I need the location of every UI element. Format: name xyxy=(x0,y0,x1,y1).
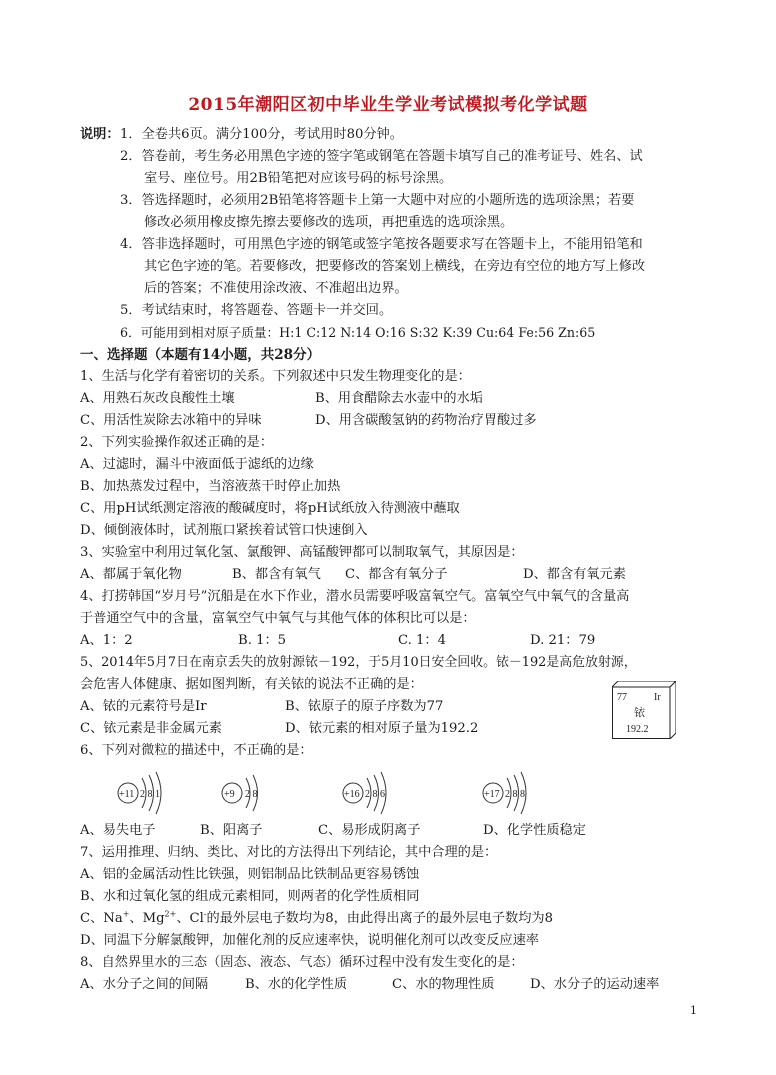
element-cell-diagram xyxy=(612,681,676,739)
option-c: C、水的物理性质 xyxy=(392,977,495,992)
atom-structure-diagram xyxy=(473,770,573,820)
question-stem: 8、自然界里水的三态（固态、液态、气态）循环过程中没有发生变化的是： xyxy=(80,955,524,970)
note-line: 5．考试结束时，将答题卷、答题卡一并交回。 xyxy=(120,303,393,318)
option-c: C、铱元素是非金属元素 xyxy=(80,721,222,736)
question-stem: 3、实验室中利用过氧化氢、氯酸钾、高锰酸钾都可以制取氧气，其原因是： xyxy=(80,545,524,560)
option-c: C、易形成阴离子 xyxy=(318,823,421,838)
element-symbol: Ir xyxy=(654,692,661,703)
electron-shells: 2 8 1 xyxy=(140,789,160,800)
section-heading: 一、选择题（本题有14小题，共28分） xyxy=(80,347,321,363)
option-a: A、都属于氧化物 xyxy=(80,567,182,582)
atom-structure-diagram xyxy=(108,770,208,820)
question-stem: 6、下列对微粒的描述中，不正确的是： xyxy=(80,743,313,758)
option-d: D、都含有氧元素 xyxy=(523,567,626,582)
note-line: 1．全卷共6页。满分100分，考试用时80分钟。 xyxy=(120,127,403,142)
notes-label: 说明： xyxy=(80,127,120,142)
note-line: 4．答非选择题时，可用黑色字迹的钢笔或签字笔按各题要求写在答题卡上，不能用铅笔和 xyxy=(120,237,643,252)
question-stem: 5、2014年5月7日在南京丢失的放射源铱－192，于5月10日安全回收。铱－192是高危放射源， xyxy=(80,655,637,670)
option-c: C. 1：4 xyxy=(398,633,446,648)
option-d: D、倾倒液体时，试剂瓶口紧挨着试管口快速倒入 xyxy=(80,523,368,538)
option-a: A、用熟石灰改良酸性土壤 xyxy=(80,391,235,406)
option-c: C、Na+、$Mg^{2+}$、Cl-的最外层电子数均为8，由此得出离子的最外层电子数均为8 xyxy=(80,909,553,926)
option-b: B、都含有氧气 xyxy=(232,567,321,582)
page-title: 2015年潮阳区初中毕业生学业考试模拟考化学试题 xyxy=(188,95,588,115)
option-b: B、铱原子的原子序数为77 xyxy=(285,699,444,714)
option-d: D、同温下分解氯酸钾，加催化剂的反应速率快，说明催化剂可以改变反应速率 xyxy=(80,933,539,948)
option-d: D. 21：79 xyxy=(530,633,596,648)
nucleus-charge: +17 xyxy=(484,789,500,800)
question-stem: 会危害人体健康、据如图判断，有关铱的说法不正确的是： xyxy=(80,677,423,692)
note-line: 其它色字迹的笔。若要修改，把要修改的答案划上横线，在旁边有空位的地方写上修改 xyxy=(144,259,646,274)
nucleus-charge: +9 xyxy=(224,789,235,800)
option-d: D、铱元素的相对原子量为192.2 xyxy=(285,721,479,736)
option-b: B、阳离子 xyxy=(200,823,263,838)
note-line: 2．答卷前，考生务必用黑色字迹的签字笔或钢笔在答题卡填写自己的准考证号、姓名、试 xyxy=(120,149,643,164)
option-a: A、过滤时，漏斗中液面低于滤纸的边缘 xyxy=(80,457,314,472)
option-b: B. 1：5 xyxy=(238,633,287,648)
element-number: 77 xyxy=(617,692,627,703)
note-line: 室号、座位号。用2B铅笔把对应该号码的标号涂黑。 xyxy=(144,171,453,186)
option-c: C、都含有氧分子 xyxy=(345,567,448,582)
option-a: A、铱的元素符号是Ir xyxy=(80,699,207,714)
electron-shells: 2 8 xyxy=(245,789,258,800)
note-line: 修改必须用橡皮擦先擦去要修改的选项，再把重选的选项涂黑。 xyxy=(144,215,514,230)
electron-shells: 2 8 6 xyxy=(365,789,385,800)
option-d: D、用含碳酸氢钠的药物治疗胃酸过多 xyxy=(315,413,537,428)
element-name: 铱 xyxy=(634,706,645,719)
option-c: C、用pH试纸测定溶液的酸碱度时，将pH试纸放入待测液中蘸取 xyxy=(80,501,460,516)
note-line: 6．可能用到相对原子质量：H:1 C:12 N:14 O:16 S:32 K:39 Cu:64 Fe:56 Zn:65 xyxy=(120,325,596,340)
electron-shells: 2 8 8 xyxy=(505,789,525,800)
option-d: D、化学性质稳定 xyxy=(483,823,586,838)
option-b: B、加热蒸发过程中，当溶液蒸干时停止加热 xyxy=(80,479,341,494)
question-stem: 7、运用推理、归纳、类比、对比的方法得出下列结论，其中合理的是： xyxy=(80,845,498,860)
atom-structure-diagram xyxy=(333,770,433,820)
option-c: C、用活性炭除去冰箱中的异味 xyxy=(80,413,262,428)
option-d: D、水分子的运动速率 xyxy=(530,977,660,992)
note-line: 3．答选择题时，必须用2B铅笔将答题卡上第一大题中对应的小题所选的选项涂黑；若要 xyxy=(120,193,635,208)
element-mass: 192.2 xyxy=(626,724,649,735)
question-stem: 4、打捞韩国“岁月号”沉船是在水下作业，潜水员需要呼吸富氧空气。富氧空气中氧气的含量高 xyxy=(80,589,630,604)
option-a: A、易失电子 xyxy=(80,823,156,838)
atom-structure-diagram xyxy=(212,770,312,820)
option-b: B、水和过氧化氢的组成元素相同，则两者的化学性质相同 xyxy=(80,889,420,904)
option-b: B、用食醋除去水壶中的水垢 xyxy=(315,391,483,406)
question-stem: 1、生活与化学有着密切的关系。下列叙述中只发生物理变化的是： xyxy=(80,369,471,384)
option-a: A、1：2 xyxy=(80,633,133,648)
nucleus-charge: +16 xyxy=(344,789,360,800)
note-line: 后的答案；不准使用涂改液、不准超出边界。 xyxy=(144,281,408,296)
option-a: A、水分子之间的间隔 xyxy=(80,977,209,992)
question-stem: 于普通空气中的含量，富氧空气中氧气与其他气体的体积比可以是： xyxy=(80,611,476,626)
page-number: 1 xyxy=(690,1004,697,1017)
nucleus-charge: +11 xyxy=(119,789,135,800)
option-b: B、水的化学性质 xyxy=(245,977,348,992)
option-a: A、铝的金属活动性比铁强，则铝制品比铁制品更容易锈蚀 xyxy=(80,867,420,882)
question-stem: 2、下列实验操作叙述正确的是： xyxy=(80,435,274,450)
